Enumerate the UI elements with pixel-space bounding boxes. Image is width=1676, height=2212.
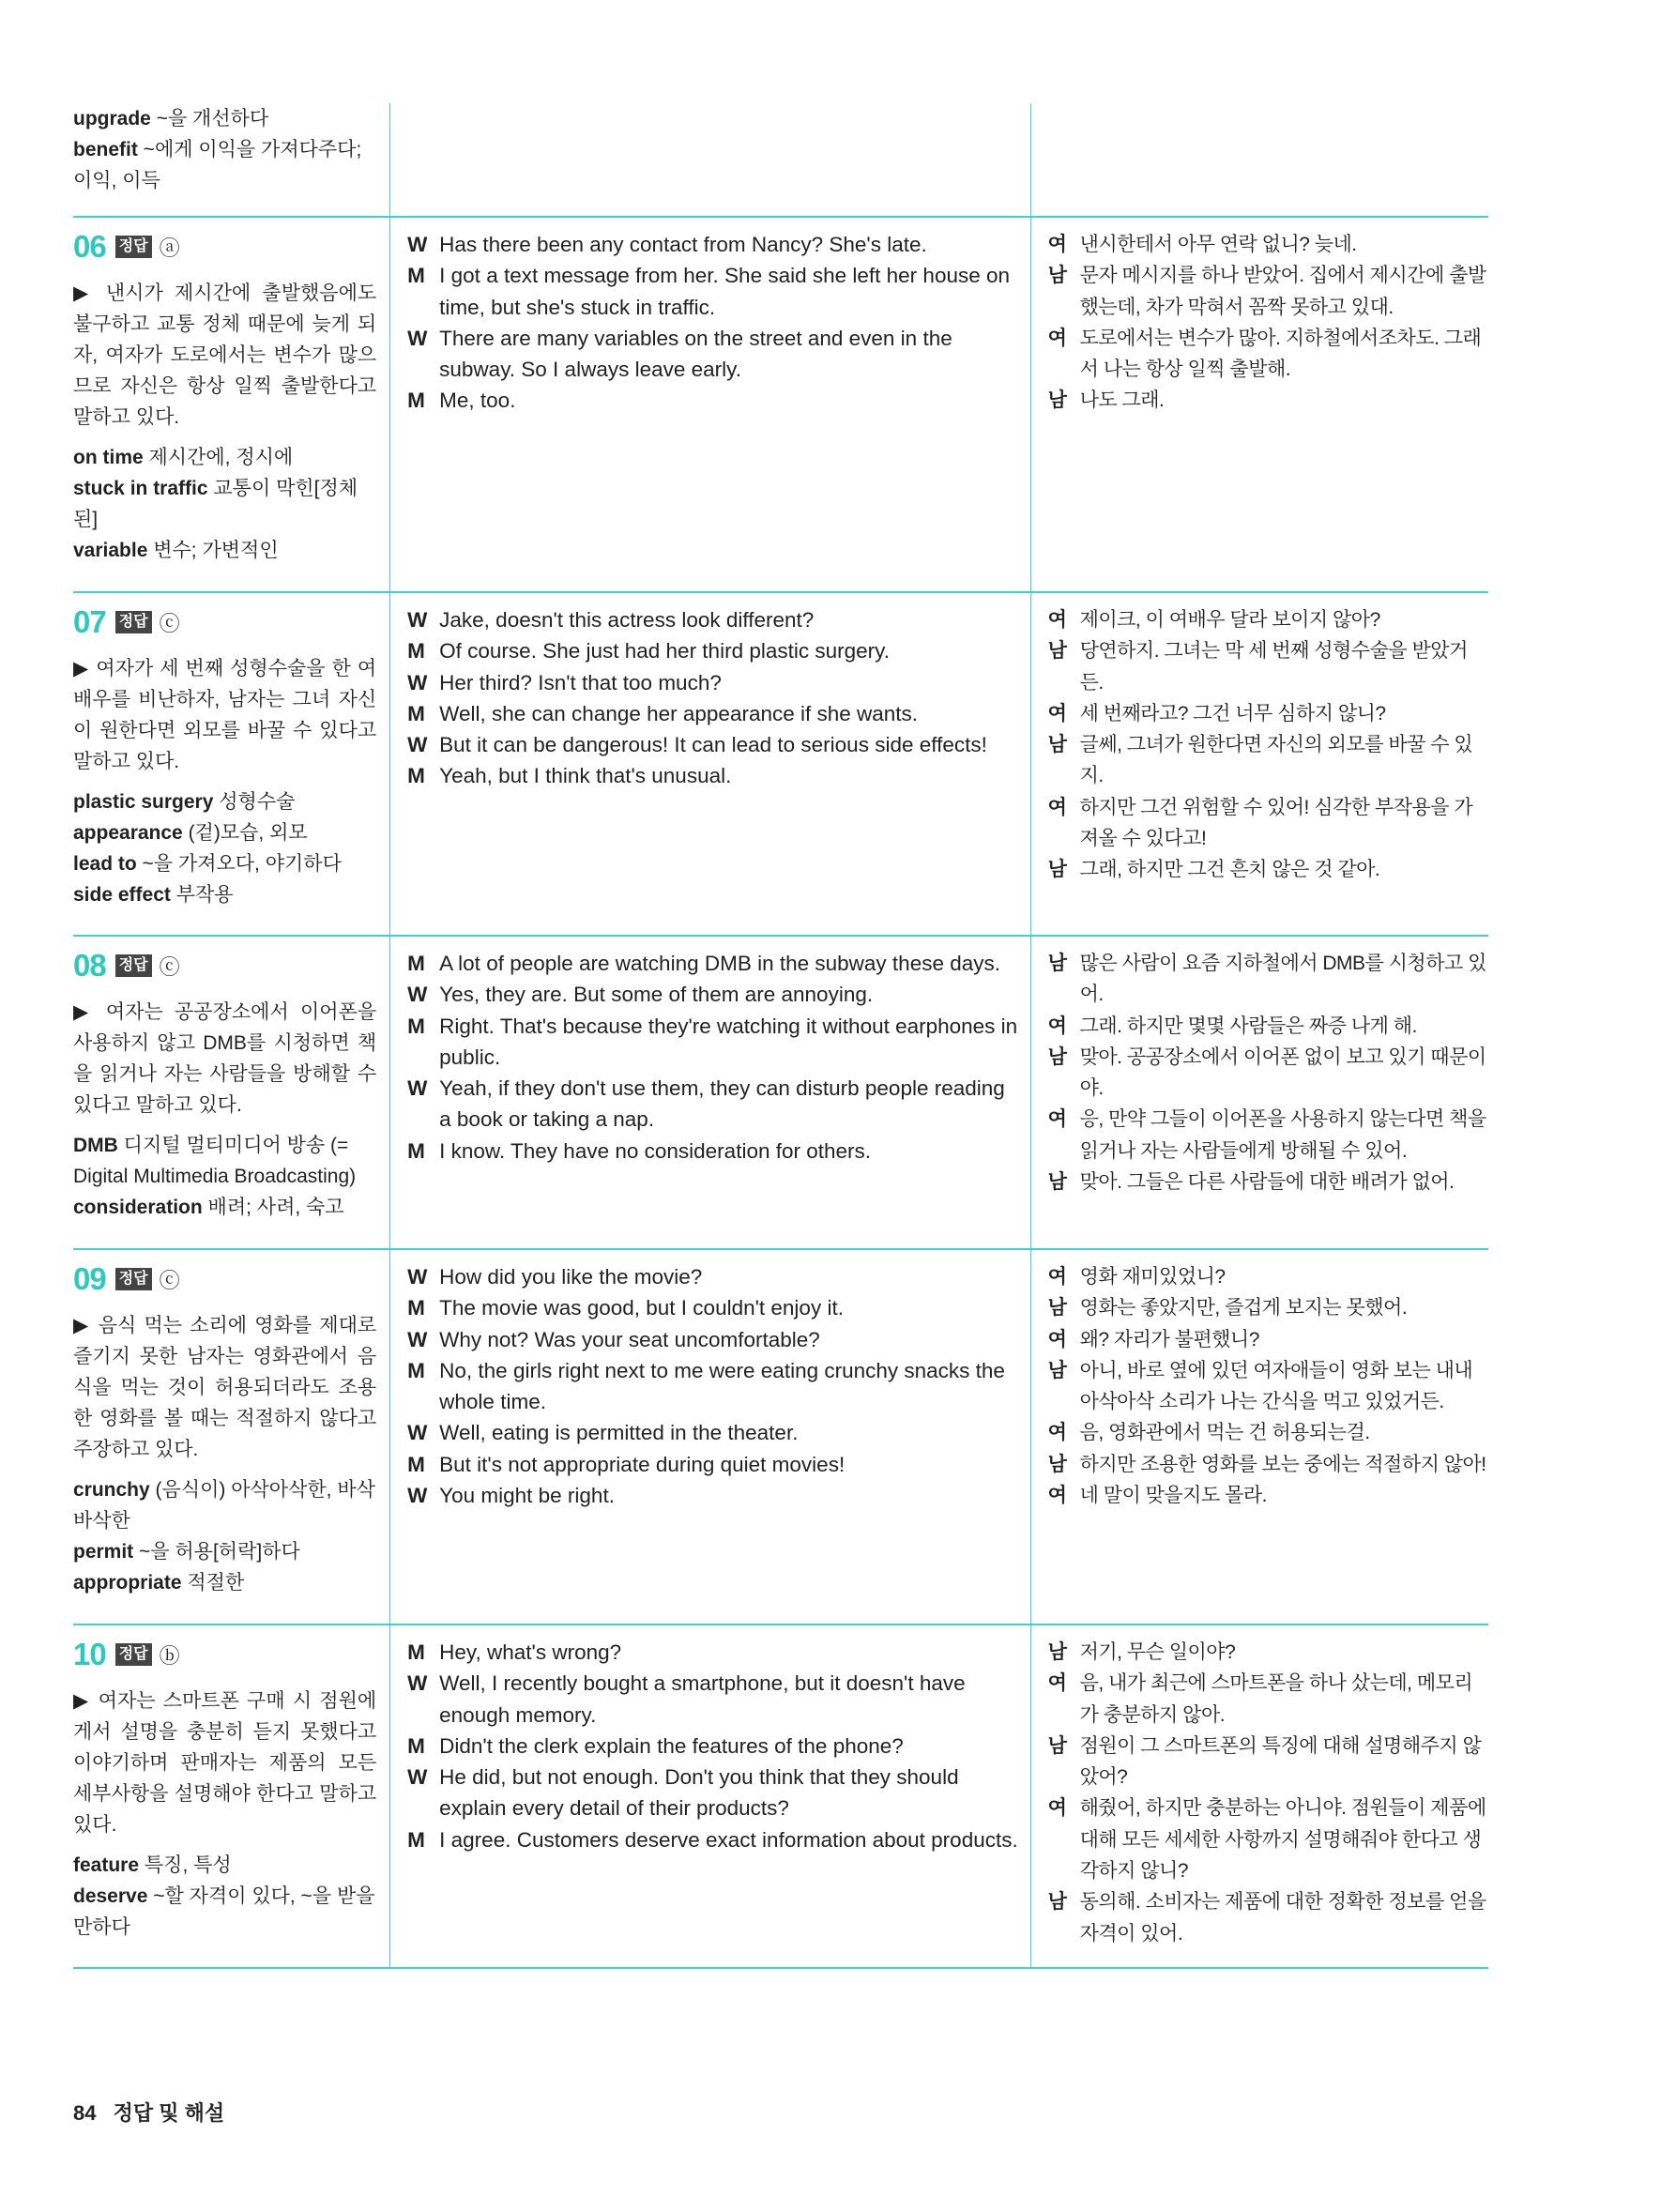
answer-choice: ⓒ xyxy=(159,611,180,635)
translation-line xyxy=(1048,635,1488,698)
dialogue-line xyxy=(407,635,1020,666)
vocab-meaning: ~을 가져오다, 야기하다 xyxy=(136,853,342,875)
translation-line xyxy=(1048,1261,1488,1292)
speaker-label-kr: 여 xyxy=(1047,1328,1067,1350)
translation-line xyxy=(1048,1731,1488,1793)
dialogue-col xyxy=(390,218,1030,591)
dialogue-line xyxy=(407,1824,1020,1855)
sections-container xyxy=(73,218,1488,1969)
dialogue-col xyxy=(390,593,1030,935)
speaker-label: W xyxy=(407,1327,428,1351)
speaker-label-kr: 여 xyxy=(1047,327,1067,349)
dialogue-line xyxy=(407,667,1020,698)
speaker-label: W xyxy=(407,1671,428,1696)
vocab-entry xyxy=(73,134,389,196)
translation-line xyxy=(1048,1167,1488,1198)
vocab-meaning: (음식이) 아삭아삭한, 바삭바삭한 xyxy=(73,1479,375,1532)
vocab-term: stuck in traffic xyxy=(73,478,208,499)
dialogue-line xyxy=(407,948,1020,979)
dialogue-line xyxy=(407,1292,1020,1323)
vocab-meaning: 적절한 xyxy=(181,1572,245,1594)
dialogue-text: No, the girls right next to me were eating crunchy snacks the whole time. xyxy=(439,1358,1005,1414)
speaker-label: M xyxy=(407,1358,425,1382)
translation-col xyxy=(1031,593,1488,935)
dialogue-text: Jake, doesn't this actress look different? xyxy=(439,608,815,632)
dialogue-line xyxy=(407,260,1020,323)
dialogue-line xyxy=(407,604,1020,635)
dialogue-text: Didn't the clerk explain the features of the phone? xyxy=(439,1733,904,1758)
vocab-term: permit xyxy=(73,1541,134,1563)
summary-text: ▶ 낸시가 제시간에 출발했음에도 불구하고 교통 정체 때문에 늦게 되자, 여자가 도로에서는 변수가 많으므로 자신은 항상 일찍 출발한다고 말하고 있다. xyxy=(73,282,377,428)
speaker-label-kr: 여 xyxy=(1047,234,1067,255)
dialogue-line xyxy=(407,1480,1020,1511)
dialogue-text: Hey, what's wrong? xyxy=(439,1640,622,1664)
vocab-entry xyxy=(73,817,389,848)
dialogue-line xyxy=(407,729,1020,760)
speaker-label-kr: 여 xyxy=(1047,1014,1067,1037)
speaker-label: W xyxy=(407,326,428,350)
vocab-entry xyxy=(73,1567,389,1598)
speaker-label: M xyxy=(407,264,425,288)
translation-line xyxy=(1048,323,1488,386)
speaker-label-kr: 남 xyxy=(1047,1891,1067,1914)
speaker-label: W xyxy=(407,983,428,1007)
dialogue-text: You might be right. xyxy=(439,1484,615,1508)
speaker-label: W xyxy=(407,1421,428,1445)
vocab-meaning: 제시간에, 정시에 xyxy=(143,447,294,468)
question-section-10 xyxy=(73,1625,1488,1969)
dialogue-line xyxy=(407,1668,1020,1731)
speaker-label: M xyxy=(407,764,425,788)
speaker-label-kr: 남 xyxy=(1047,1359,1067,1381)
answer-badge: 정답 xyxy=(115,236,152,258)
dialogue-text: How did you like the movie? xyxy=(439,1265,703,1289)
answer-choice: ⓒ xyxy=(159,1268,180,1292)
dialogue-text: Why not? Was your seat uncomfortable? xyxy=(439,1327,820,1351)
translation-col xyxy=(1031,1625,1488,1967)
vocab-meaning: 성형수술 xyxy=(213,791,296,813)
dialogue-line xyxy=(407,1355,1020,1418)
translation-line xyxy=(1048,729,1488,792)
speaker-label: M xyxy=(407,1452,425,1476)
vocab-entry xyxy=(73,103,389,134)
answer-page xyxy=(73,103,1488,1969)
dialogue-text: I know. They have no consideration for others. xyxy=(439,1138,872,1163)
dialogue-text: Well, eating is permitted in the theater. xyxy=(439,1421,799,1445)
speaker-label-kr: 남 xyxy=(1047,1453,1067,1475)
speaker-label-kr: 여 xyxy=(1047,702,1067,725)
explanation-col xyxy=(73,593,390,935)
speaker-label: M xyxy=(407,1827,425,1852)
question-header xyxy=(73,948,389,984)
dialogue-text: Her third? Isn't that too much? xyxy=(439,670,722,694)
vocab-meaning: 배려; 사려, 숙고 xyxy=(202,1197,344,1218)
summary-text: ▶ 여자는 공공장소에서 이어폰을 사용하지 않고 DMB를 시청하면 책을 읽거나 자는 사람들을 방해할 수 있다고 말하고 있다. xyxy=(73,1001,377,1116)
translation-line xyxy=(1048,1417,1488,1448)
translation-text: 나도 그래. xyxy=(1079,389,1165,412)
dialogue-text: I agree. Customers deserve exact information about products. xyxy=(439,1827,1018,1852)
vocab-meaning: ~을 허용[허락]하다 xyxy=(133,1541,300,1563)
speaker-label-kr: 여 xyxy=(1047,1266,1067,1288)
answer-badge: 정답 xyxy=(115,1643,152,1666)
summary-text: ▶ 여자가 세 번째 성형수술을 한 여배우를 비난하자, 남자는 그녀 자신이 원한다면 외모를 바꿀 수 있다고 말하고 있다. xyxy=(73,658,377,772)
translation-text: 그래, 하지만 그건 흔치 않은 것 같아. xyxy=(1079,859,1380,881)
dialogue-line xyxy=(407,760,1020,791)
translation-line xyxy=(1048,1292,1488,1323)
vocab-entry xyxy=(73,473,389,535)
question-number: 06 xyxy=(73,229,106,264)
speaker-label: M xyxy=(407,1640,425,1664)
speaker-label-kr: 남 xyxy=(1047,640,1067,663)
question-number: 10 xyxy=(73,1637,106,1671)
translation-line xyxy=(1048,1104,1488,1167)
speaker-label: W xyxy=(407,733,428,757)
speaker-label: M xyxy=(407,639,425,664)
question-number: 09 xyxy=(73,1261,106,1296)
explanation-col xyxy=(73,1250,390,1624)
question-section-08 xyxy=(73,937,1488,1250)
speaker-label: M xyxy=(407,389,425,413)
vocab-term: deserve xyxy=(73,1885,148,1907)
dialogue-line xyxy=(407,1011,1020,1074)
vocab-meaning: 부작용 xyxy=(170,884,234,906)
page-number: 84 xyxy=(73,2101,97,2125)
dialogue-text: Yeah, but I think that's unusual. xyxy=(439,764,732,788)
speaker-label-kr: 남 xyxy=(1047,734,1067,756)
vocab-term: plastic surgery xyxy=(73,791,214,813)
speaker-label-kr: 남 xyxy=(1047,1297,1067,1320)
dialogue-text: The movie was good, but I couldn't enjoy it. xyxy=(439,1296,844,1320)
vocab-term: lead to xyxy=(73,853,137,875)
dialogue-text: Me, too. xyxy=(439,389,516,413)
answer-choice: ⓐ xyxy=(159,236,180,260)
speaker-label: M xyxy=(407,701,425,725)
translation-col xyxy=(1031,1250,1488,1624)
vocab-meaning: ~을 개선하다 xyxy=(150,108,269,130)
question-number: 07 xyxy=(73,604,106,639)
vocab-term: benefit xyxy=(73,139,138,160)
dialogue-line xyxy=(407,1073,1020,1136)
vocab-term: on time xyxy=(73,447,144,468)
vocab-term: consideration xyxy=(73,1197,203,1218)
translation-line xyxy=(1048,385,1488,416)
translation-line xyxy=(1048,948,1488,1011)
vocab-entry xyxy=(73,535,389,566)
speaker-label: M xyxy=(407,1733,425,1758)
translation-line xyxy=(1048,698,1488,729)
empty-korean-col xyxy=(1031,103,1488,216)
speaker-label: W xyxy=(407,1265,428,1289)
speaker-label-kr: 남 xyxy=(1047,859,1067,881)
translation-line xyxy=(1048,1480,1488,1511)
answer-choice: ⓑ xyxy=(159,1643,180,1668)
speaker-label: M xyxy=(407,952,425,975)
speaker-label-kr: 남 xyxy=(1047,953,1067,974)
translation-line xyxy=(1048,1011,1488,1042)
speaker-label-kr: 남 xyxy=(1047,1641,1067,1663)
translation-text: 도로에서는 변수가 많아. 지하철에서조차도. 그래서 나는 항상 일찍 출발해. xyxy=(1079,327,1482,381)
translation-line xyxy=(1048,792,1488,855)
speaker-label: M xyxy=(407,1296,425,1320)
vocab-term: variable xyxy=(73,540,148,561)
vocab-meaning: ~에게 이익을 가져다주다; 이익, 이득 xyxy=(73,139,362,191)
section-top-vocab xyxy=(73,103,1488,218)
speaker-label: M xyxy=(407,1138,425,1163)
dialogue-line xyxy=(407,1136,1020,1167)
translation-col xyxy=(1031,937,1488,1248)
translation-text: 해줬어, 하지만 충분하는 아니야. 점원들이 제품에 대해 모든 세세한 사항까지 설명해줘야 한다고 생각하지 않니? xyxy=(1079,1797,1486,1883)
dialogue-text: Of course. She just had her third plastic surgery. xyxy=(439,639,890,664)
translation-text: 동의해. 소비자는 제품에 대한 정확한 정보를 얻을 자격이 있어. xyxy=(1079,1891,1486,1945)
dialogue-line xyxy=(407,1637,1020,1668)
translation-text: 점원이 그 스마트폰의 특징에 대해 설명해주지 않았어? xyxy=(1079,1734,1482,1789)
dialogue-text: He did, but not enough. Don't you think that they should explain every detail of their products? xyxy=(439,1765,959,1821)
vocab-meaning: 디지털 멀티미디어 방송 (= Digital Multimedia Broadcasting) xyxy=(73,1135,357,1187)
translation-line xyxy=(1048,1792,1488,1886)
speaker-label-kr: 여 xyxy=(1047,1422,1067,1444)
vocab-term: appearance xyxy=(73,822,183,844)
explanation-col xyxy=(73,937,390,1248)
translation-text: 하지만 조용한 영화를 보는 중에는 적절하지 않아! xyxy=(1079,1453,1486,1475)
translation-line xyxy=(1048,1324,1488,1355)
dialogue-text: I got a text message from her. She said she left her house on time, but she's stuck in traffic. xyxy=(439,264,1011,319)
question-header xyxy=(73,229,389,265)
translation-line xyxy=(1048,1042,1488,1105)
vocab-term: DMB xyxy=(73,1135,118,1156)
vocab-entry xyxy=(73,879,389,910)
translation-line xyxy=(1048,229,1488,260)
translation-text: 저기, 무슨 일이야? xyxy=(1079,1641,1236,1663)
speaker-label-kr: 남 xyxy=(1047,265,1067,287)
dialogue-line xyxy=(407,1261,1020,1292)
translation-text: 문자 메시지를 하나 받았어. 집에서 제시간에 출발했는데, 차가 막혀서 꼼짝 못하고 있대. xyxy=(1079,265,1486,318)
translation-text: 음, 영화관에서 먹는 건 허용되는걸. xyxy=(1079,1422,1370,1444)
translation-line xyxy=(1048,1668,1488,1731)
vocab-term: feature xyxy=(73,1854,140,1876)
translation-text: 많은 사람이 요즘 지하철에서 DMB를 시청하고 있어. xyxy=(1079,953,1486,1006)
dialogue-text: Yes, they are. But some of them are annoying. xyxy=(439,983,874,1007)
question-section-07 xyxy=(73,593,1488,937)
speaker-label-kr: 여 xyxy=(1047,1108,1067,1131)
speaker-label-kr: 남 xyxy=(1047,1171,1067,1194)
translation-text: 아니, 바로 옆에 있던 여자애들이 영화 보는 내내 아삭아삭 소리가 나는 간식을 먹고 있었거든. xyxy=(1079,1359,1473,1413)
answer-badge: 정답 xyxy=(115,954,152,977)
dialogue-line xyxy=(407,385,1020,416)
dialogue-line xyxy=(407,1731,1020,1762)
dialogue-text: A lot of people are watching DMB in the subway these days. xyxy=(439,952,1000,975)
translation-text: 그래. 하지만 몇몇 사람들은 짜증 나게 해. xyxy=(1079,1014,1417,1037)
question-section-09 xyxy=(73,1250,1488,1625)
vocab-entry xyxy=(73,1881,389,1943)
speaker-label-kr: 여 xyxy=(1047,609,1067,631)
footer-label: 정답 및 해설 xyxy=(113,2101,225,2125)
vocab-meaning: 변수; 가변적인 xyxy=(147,540,279,561)
translation-text: 글쎄, 그녀가 원한다면 자신의 외모를 바꿀 수 있지. xyxy=(1079,734,1473,787)
translation-line xyxy=(1048,604,1488,635)
dialogue-col xyxy=(390,1625,1030,1967)
dialogue-text: Well, I recently bought a smartphone, but it doesn't have enough memory. xyxy=(439,1671,966,1727)
dialogue-text: Well, she can change her appearance if she wants. xyxy=(439,701,919,725)
answer-badge: 정답 xyxy=(115,1268,152,1290)
answer-choice: ⓒ xyxy=(159,954,180,979)
translation-text: 맞아. 공공장소에서 이어폰 없이 보고 있기 때문이야. xyxy=(1079,1045,1486,1100)
translation-line xyxy=(1048,1886,1488,1949)
dialogue-text: Has there been any contact from Nancy? She's late. xyxy=(439,233,927,256)
translation-line xyxy=(1048,854,1488,885)
dialogue-line xyxy=(407,1324,1020,1355)
question-header xyxy=(73,1637,389,1672)
vocab-entry xyxy=(73,1536,389,1567)
translation-text: 당연하지. 그녀는 막 세 번째 성형수술을 받았거든. xyxy=(1079,640,1468,694)
translation-text: 네 말이 맞을지도 몰라. xyxy=(1079,1485,1267,1507)
translation-text: 맞아. 그들은 다른 사람들에 대한 배려가 없어. xyxy=(1079,1171,1455,1194)
speaker-label: W xyxy=(407,233,428,256)
top-vocab-list xyxy=(73,103,390,216)
translation-line xyxy=(1048,1449,1488,1480)
vocab-term: appropriate xyxy=(73,1572,182,1594)
translation-text: 제이크, 이 여배우 달라 보이지 않아? xyxy=(1079,609,1380,631)
dialogue-line xyxy=(407,1762,1020,1824)
dialogue-line xyxy=(407,979,1020,1010)
speaker-label: W xyxy=(407,670,428,694)
dialogue-text: Right. That's because they're watching it without earphones in public. xyxy=(439,1014,1018,1069)
translation-text: 음, 내가 최근에 스마트폰을 하나 샀는데, 메모리가 충분하지 않아. xyxy=(1079,1672,1473,1726)
explanation-col xyxy=(73,1625,390,1967)
dialogue-text: There are many variables on the street and even in the subway. So I always leave early. xyxy=(439,326,952,382)
speaker-label-kr: 남 xyxy=(1047,1734,1067,1757)
question-section-06 xyxy=(73,218,1488,593)
question-number: 08 xyxy=(73,948,106,983)
vocab-meaning: ~할 자격이 있다, ~을 받을 만하다 xyxy=(73,1885,375,1938)
vocab-entry xyxy=(73,1192,389,1223)
translation-text: 영화 재미있었니? xyxy=(1079,1266,1226,1288)
explanation-col xyxy=(73,218,390,591)
translation-col xyxy=(1031,218,1488,591)
translation-text: 응, 만약 그들이 이어폰을 사용하지 않는다면 책을 읽거나 자는 사람들에게 방해될 수 있어. xyxy=(1079,1108,1486,1162)
translation-line xyxy=(1048,260,1488,323)
dialogue-col xyxy=(390,937,1030,1248)
translation-text: 영화는 좋았지만, 즐겁게 보지는 못했어. xyxy=(1079,1297,1408,1320)
translation-text: 왜? 자리가 불편했니? xyxy=(1079,1328,1259,1350)
translation-text: 낸시한테서 아무 연락 없니? 늦네. xyxy=(1079,234,1357,255)
vocab-entry xyxy=(73,442,389,473)
question-header xyxy=(73,604,389,640)
translation-text: 세 번째라고? 그건 너무 심하지 않니? xyxy=(1079,702,1386,725)
vocab-entry xyxy=(73,1130,389,1192)
vocab-term: upgrade xyxy=(73,108,151,130)
translation-line xyxy=(1048,1355,1488,1418)
speaker-label-kr: 여 xyxy=(1047,796,1067,818)
vocab-term: side effect xyxy=(73,884,171,906)
dialogue-line xyxy=(407,1449,1020,1480)
dialogue-text: But it can be dangerous! It can lead to serious side effects! xyxy=(439,733,987,757)
vocab-meaning: 특징, 특성 xyxy=(139,1854,232,1876)
summary-text: ▶ 음식 먹는 소리에 영화를 제대로 즐기지 못한 남자는 영화관에서 음식을 먹는 것이 허용되더라도 조용한 영화를 볼 때는 적절하지 않다고 주장하고 있다. xyxy=(73,1315,377,1460)
vocab-entry xyxy=(73,786,389,817)
answer-badge: 정답 xyxy=(115,611,152,633)
speaker-label-kr: 여 xyxy=(1047,1797,1067,1820)
speaker-label-kr: 남 xyxy=(1047,1045,1067,1068)
dialogue-line xyxy=(407,323,1020,386)
vocab-entry xyxy=(73,1850,389,1881)
question-header xyxy=(73,1261,389,1297)
vocab-entry xyxy=(73,848,389,879)
speaker-label-kr: 남 xyxy=(1047,389,1067,412)
summary-text: ▶ 여자는 스마트폰 구매 시 점원에게서 설명을 충분히 듣지 못했다고 이야기하며 판매자는 제품의 모든 세부사항을 설명해야 한다고 말하고 있다. xyxy=(73,1690,377,1836)
translation-line xyxy=(1048,1637,1488,1668)
empty-dialogue-col xyxy=(390,103,1030,216)
page-footer xyxy=(73,2098,224,2127)
vocab-meaning: (겉)모습, 외모 xyxy=(182,822,308,844)
speaker-label: W xyxy=(407,608,428,632)
speaker-label-kr: 여 xyxy=(1047,1672,1067,1695)
vocab-entry xyxy=(73,1474,389,1536)
dialogue-col xyxy=(390,1250,1030,1624)
dialogue-line xyxy=(407,698,1020,729)
vocab-meaning: 교통이 막힌[정체된] xyxy=(73,478,358,530)
speaker-label: W xyxy=(407,1484,428,1508)
speaker-label: W xyxy=(407,1076,428,1101)
speaker-label: W xyxy=(407,1765,428,1790)
dialogue-line xyxy=(407,229,1020,260)
vocab-term: crunchy xyxy=(73,1479,150,1501)
translation-text: 하지만 그건 위험할 수 있어! 심각한 부작용을 가져올 수 있다고! xyxy=(1079,796,1473,850)
speaker-label-kr: 여 xyxy=(1047,1485,1067,1507)
dialogue-line xyxy=(407,1417,1020,1448)
dialogue-text: Yeah, if they don't use them, they can disturb people reading a book or taking a nap. xyxy=(439,1076,1005,1132)
dialogue-text: But it's not appropriate during quiet movies! xyxy=(439,1452,846,1476)
speaker-label: M xyxy=(407,1014,425,1038)
